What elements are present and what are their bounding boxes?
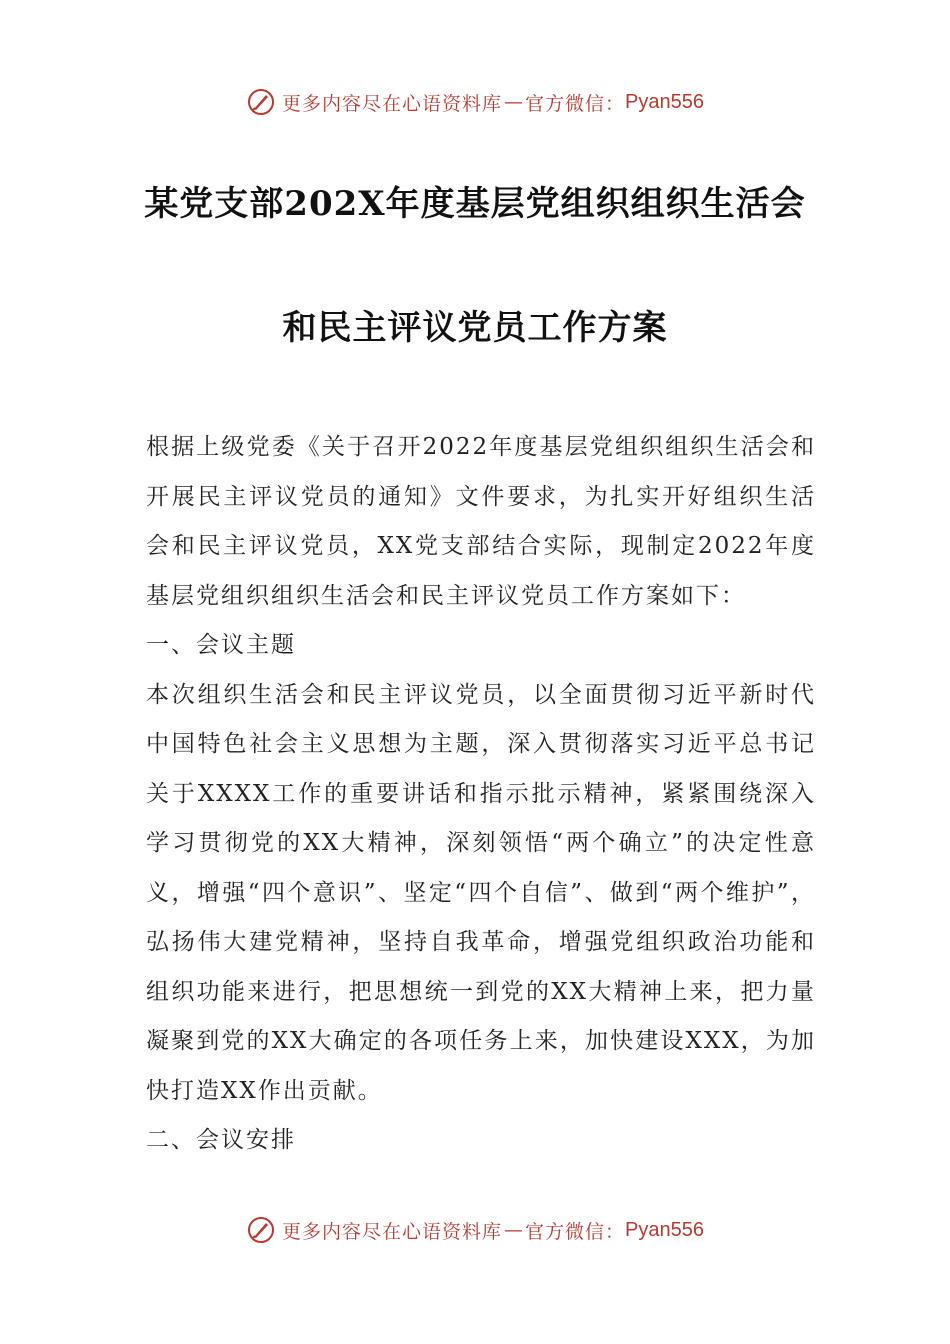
section1-paragraph: 本次组织生活会和民主评议党员，以全面贯彻习近平新时代中国特色社会主义思想为主题，深入贯彻落实习近平总书记关于XXXX工作的重要讲话和指示批示精神，紧紧围绕深入学习贯彻党的XX大精神，深刻领悟“两个确立”的决定性意义，增强“四个意识”、坚定“四个自信”、做到“两个维护”，弘扬伟大建党精神，坚持自我革命，增强党组织政治功能和组织功能来进行，把思想统一到党的XX大精神上来，把力量凝聚到党的XX大确定的各项任务上来，加快建设XXX，为加快打造XX作出贡献。 xyxy=(146,681,816,1104)
watermark-wechat-label: 官方微信： xyxy=(525,1220,626,1243)
watermark-header xyxy=(0,82,950,122)
watermark-brand: 更多内容尽在心语资料库 xyxy=(282,1220,503,1243)
document-title-line2: 和民主评议党员工作方案 xyxy=(282,308,668,348)
document-title-line1: 某党支部202X年度基层党组织组织生活会 xyxy=(144,184,806,224)
watermark-brand: 更多内容尽在心语资料库 xyxy=(282,92,503,115)
watermark-footer xyxy=(0,1210,950,1250)
watermark-wechat-id: Pyan556 xyxy=(625,90,704,113)
section1-heading: 一、会议主题 xyxy=(146,632,296,658)
watermark-separator: — xyxy=(504,91,524,113)
document-body xyxy=(146,423,816,1166)
watermark-wechat-label: 官方微信： xyxy=(525,92,626,115)
section2-heading: 二、会议安排 xyxy=(146,1127,296,1153)
quill-logo-icon xyxy=(246,87,276,117)
intro-paragraph: 根据上级党委《关于召开2022年度基层党组织组织生活会和开展民主评议党员的通知》文件要求，为扎实开好组织生活会和民主评议党员，XX党支部结合实际，现制定2022年度基层党组织组织生活会和民主评议党员工作方案如下： xyxy=(146,434,816,609)
watermark-wechat-id: Pyan556 xyxy=(625,1218,704,1241)
watermark-separator: — xyxy=(504,1219,524,1241)
quill-logo-icon xyxy=(246,1215,276,1245)
